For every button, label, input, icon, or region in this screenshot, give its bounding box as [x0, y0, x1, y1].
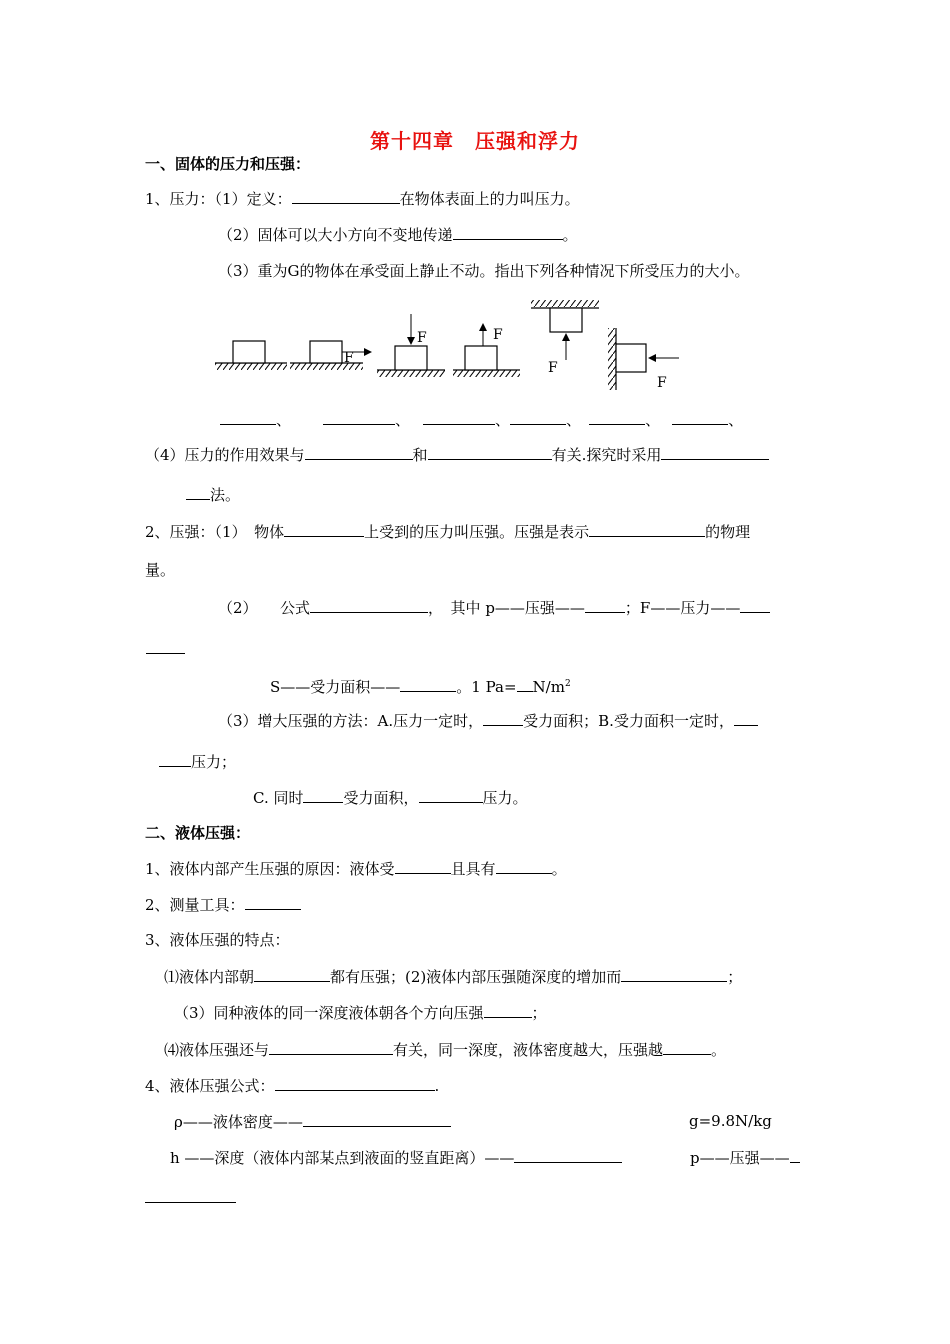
q1-4-rel: 有关.探究时采用 [551, 446, 662, 464]
separator: 、 [495, 411, 511, 429]
blank[interactable] [672, 409, 728, 425]
q1-4-continued [186, 484, 240, 505]
blank[interactable] [453, 224, 563, 240]
s2-q3-4 [164, 1039, 726, 1060]
s2-q3-4-text: ⑷液体压强还与 [164, 1041, 270, 1059]
separator: 、 [645, 411, 661, 429]
blank[interactable] [517, 676, 533, 692]
q2-3-text: （3）增大压强的方法：A.压力一定时， [218, 712, 484, 730]
force-label: F [548, 360, 558, 376]
q2-tail: 的物理 [705, 523, 751, 541]
rho-text: ρ——液体密度—— [174, 1113, 303, 1131]
q2-c-text: C. 同时 [253, 789, 304, 807]
s2-q2 [145, 894, 301, 915]
blank[interactable] [496, 858, 552, 874]
s2-q1-end: 。 [551, 860, 567, 878]
blank[interactable] [484, 1002, 532, 1018]
figure-4-upward-force [453, 324, 520, 377]
q2-c [253, 787, 528, 808]
blank[interactable] [428, 444, 552, 460]
s2-q3: 3、液体压强的特点： [145, 931, 290, 949]
q2-s-area [270, 674, 571, 697]
q2-s-pa: 。1 Pa= [456, 678, 517, 696]
blank[interactable] [589, 409, 645, 425]
blank[interactable] [220, 409, 276, 425]
s2-q1-text: 1、液体内部产生压强的原因：液体受 [145, 860, 395, 878]
q2-pressure-definition [145, 521, 750, 542]
q1-4-fa: 法。 [210, 486, 241, 504]
force-label: F [493, 327, 503, 343]
s2-p [690, 1147, 800, 1168]
q2-s-sup: 2 [564, 679, 571, 689]
q2-continued: 量。 [145, 561, 176, 579]
q2-mid: 上受到的压力叫压强。压强是表示 [364, 523, 590, 541]
blank[interactable] [146, 638, 185, 654]
q1-2-text: （2）固体可以大小方向不变地传递 [218, 226, 453, 244]
s2-q3-1-text: ⑴液体内部朝 [164, 968, 255, 986]
blank[interactable] [269, 1039, 393, 1055]
blank[interactable] [310, 597, 428, 613]
blank[interactable] [790, 1147, 800, 1163]
blank[interactable] [661, 444, 769, 460]
s2-q4-text: 4、液体压强公式： [145, 1077, 275, 1095]
s2-q3-3-text: （3）同种液体的同一深度液体朝各个方向压强 [174, 1004, 484, 1022]
blank[interactable] [400, 676, 456, 692]
q1-def-tail: 在物体表面上的力叫压力。 [399, 190, 580, 208]
blank[interactable] [621, 966, 727, 982]
p-text: p——压强—— [690, 1149, 790, 1167]
section-1-heading: 一、固体的压力和压强： [145, 155, 311, 173]
figure-1-block-on-ground [215, 341, 287, 370]
figure-5-ceiling-push [531, 300, 599, 376]
blank[interactable] [514, 1147, 622, 1163]
q1-2-end: 。 [562, 226, 578, 244]
s2-h [170, 1147, 622, 1168]
q2-2-formula [218, 597, 770, 618]
blank[interactable] [589, 521, 705, 537]
blank[interactable] [145, 1187, 236, 1203]
q2-3-cont: 压力； [191, 753, 237, 771]
s2-q3-3 [174, 1002, 547, 1023]
q2-2-comma: ， 其中 p——压强—— [428, 599, 585, 617]
s2-q3-4-end: 。 [711, 1041, 727, 1059]
s2-q3-1 [164, 966, 742, 987]
q1-pressure-definition [145, 188, 580, 209]
s2-q3-1-end: ； [727, 968, 743, 986]
separator: 、 [276, 411, 292, 429]
separator: 、 [566, 411, 582, 429]
force-diagrams [205, 298, 685, 398]
figure-6-wall-push [608, 328, 679, 391]
q1-4-and: 和 [412, 446, 428, 464]
s2-q1-mid: 且具有 [450, 860, 496, 878]
figure-answer-blanks [220, 409, 743, 430]
force-label: F [417, 330, 427, 346]
force-label: F [657, 375, 667, 391]
s2-q4-end: . [434, 1077, 440, 1095]
blank[interactable] [663, 1039, 711, 1055]
q2-3-b: 受力面积；B.受力面积一定时， [523, 712, 734, 730]
blank[interactable] [254, 966, 330, 982]
blank[interactable] [740, 597, 770, 613]
blank[interactable] [186, 484, 210, 500]
figure-3-downward-force [377, 314, 445, 377]
q2-2-continued [146, 638, 185, 659]
blank[interactable] [585, 597, 625, 613]
s2-q3-3-end: ； [531, 1004, 547, 1022]
blank[interactable] [323, 409, 395, 425]
section-2-heading: 二、液体压强： [145, 824, 251, 842]
blank[interactable] [159, 751, 191, 767]
blank[interactable] [284, 521, 364, 537]
chapter-title: 第十四章 压强和浮力 [370, 129, 580, 153]
q1-3-text: （3）重为G的物体在承受面上静止不动。指出下列各种情况下所受压力的大小。 [218, 262, 750, 280]
blank[interactable] [305, 444, 413, 460]
s2-p-continued [145, 1187, 236, 1208]
s2-q1 [145, 858, 567, 879]
q2-s-unit: N/m [532, 678, 565, 696]
q2-3-increase [218, 710, 758, 731]
s2-q3-1-mid: 都有压强；(2)液体内部压强随深度的增加而 [330, 968, 622, 986]
blank[interactable] [395, 858, 451, 874]
s2-g-value: g=9.8N/kg [689, 1112, 772, 1130]
blank[interactable] [510, 409, 566, 425]
blank[interactable] [734, 710, 758, 726]
q2-2-lead: （2） 公式 [218, 599, 311, 617]
blank[interactable] [419, 787, 483, 803]
separator: 、 [728, 411, 744, 429]
q2-c-end: 压力。 [482, 789, 528, 807]
s2-rho [174, 1111, 451, 1132]
q2-2-f: ；F——压力—— [624, 599, 741, 617]
blank[interactable] [483, 710, 523, 726]
q2-c-mid: 受力面积， [343, 789, 419, 807]
figure-2-horizontal-push [290, 341, 371, 370]
s2-q4 [145, 1075, 439, 1096]
q2-3-continued [159, 751, 236, 772]
q2-s-text: S——受力面积—— [270, 678, 401, 696]
q1-2-transmit [218, 224, 578, 245]
blank[interactable] [245, 894, 301, 910]
q1-4-lead: （4）压力的作用效果与 [145, 446, 305, 464]
blank[interactable] [275, 1075, 435, 1091]
blank[interactable] [423, 409, 495, 425]
q1-lead: 1、压力：（1）定义： [145, 190, 292, 208]
force-label: F [344, 350, 354, 366]
blank[interactable] [303, 1111, 451, 1127]
h-text: h ——深度（液体内部某点到液面的竖直距离）—— [170, 1149, 515, 1167]
q2-lead: 2、压强：（1） 物体 [145, 523, 285, 541]
s2-q3-4-mid: 有关，同一深度，液体密度越大，压强越 [393, 1041, 664, 1059]
separator: 、 [395, 411, 411, 429]
s2-q2-text: 2、测量工具： [145, 896, 245, 914]
blank[interactable] [303, 787, 343, 803]
blank[interactable] [292, 188, 400, 204]
q1-4-effect [145, 444, 769, 465]
